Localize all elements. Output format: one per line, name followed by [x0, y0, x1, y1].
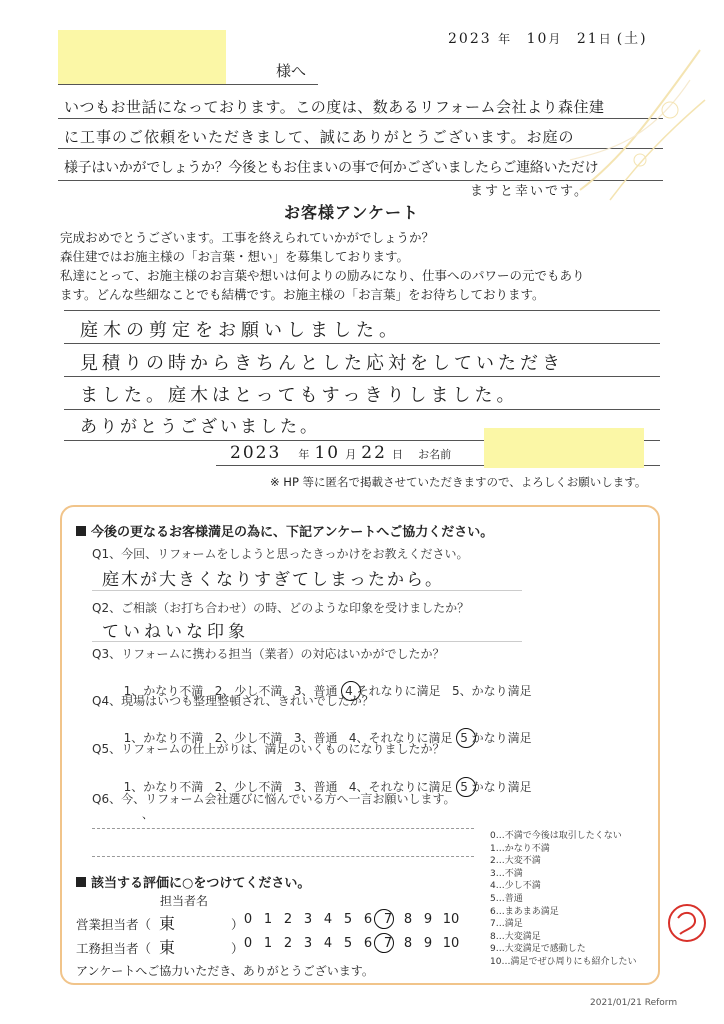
sales-score-6[interactable]: 6 — [363, 912, 373, 927]
recipient-underline — [58, 84, 318, 85]
sales-score-1[interactable]: 1 — [263, 912, 273, 927]
works-score-4[interactable]: 4 — [323, 936, 333, 951]
q2-text: Q2、ご相談（お打ち合わせ）の時、どのような印象を受けましたか？ — [92, 601, 470, 615]
letter-date: 2023 年 10月 21日 (土) — [448, 31, 648, 47]
comment-line-3: ました。庭木はとってもすっきりしました。 — [80, 385, 519, 406]
sales-score-0[interactable]: 0 — [243, 912, 253, 927]
q3-options: 1、かなり不満 2、少し不満 3、普通 4 それなりに満足 5、かなり満足 — [123, 684, 532, 698]
q1-answer: 庭木が大きくなりすぎてしまったから。 — [102, 570, 444, 590]
sales-score-9[interactable]: 9 — [423, 912, 433, 927]
q5-selected-circle: 5 — [460, 780, 468, 794]
letter-line-1: いつもお世話になっております。この度は、数あるリフォーム会社より森住建 — [64, 98, 605, 116]
sales-score-5[interactable]: 5 — [343, 912, 353, 927]
q6-answer: 、 — [142, 808, 155, 821]
q5-options: 1、かなり不満 2、少し不満 3、普通 4、それなりに満足 5 かなり満足 — [123, 780, 532, 794]
bullet-icon — [76, 526, 86, 536]
works-score-8[interactable]: 8 — [403, 936, 413, 951]
works-score-0[interactable]: 0 — [243, 936, 253, 951]
q4-options: 1、かなり不満 2、少し不満 3、普通 4、それなりに満足 5 かなり満足 — [123, 731, 532, 745]
intro-text — [60, 228, 585, 304]
sales-score-8[interactable]: 8 — [403, 912, 413, 927]
q3-text: Q3、リフォームに携わる担当（業者）の対応はいかがでしたか？ — [92, 647, 445, 661]
comment-rule-0 — [64, 310, 660, 311]
intro-line-1: 完成おめでとうございます。工事を終えられていかがでしょうか？ — [60, 230, 435, 245]
works-row: 工務担当者（ 東 ） — [76, 938, 244, 957]
recipient-name-redaction — [58, 30, 226, 84]
q4-text: Q4、現場はいつも整理整頓され、きれいでしたか？ — [92, 694, 374, 708]
q3-selected-circle: 4 — [345, 684, 353, 698]
footer-code: 2021/01/21 Reform — [590, 998, 678, 1008]
comment-line-2: 見積りの時からきちんとした応対をしていただき — [80, 353, 564, 374]
works-score-1[interactable]: 1 — [263, 936, 273, 951]
q6-rule-1 — [92, 828, 474, 829]
letter-line-3: 様子はいかがでしょうか？今後ともお住まいの事で何かございましたらご連絡いただけ — [64, 160, 599, 176]
intro-line-2: 森住建ではお施主様の「お言葉・想い」を募集しております。 — [60, 249, 410, 264]
privacy-note: ※ HP 等に匿名で掲載させていただきますので、よろしくお願いします。 — [270, 475, 647, 489]
q2-rule — [92, 641, 522, 642]
works-scale — [238, 936, 464, 951]
rating-header: 該当する評価に○をつけてください。 — [76, 872, 310, 891]
sales-score-10[interactable]: 10 — [442, 912, 460, 927]
q5-text: Q5、リフォームの仕上がりは、満足のいくものになりましたか？ — [92, 742, 445, 756]
rating-legend: 0…不満で今後は取引したくない 1…かなり不満 2…大変不満 3…不満 4…少し不満 5…普通 6…まあまあ満足 7…満足 8…大変満足 9…大変満足で感動した 10…満足でぜひ周りにも紹介したい — [490, 831, 637, 967]
q4-selected-circle: 5 — [460, 731, 468, 745]
stamp-seal — [664, 900, 710, 946]
sales-score-4[interactable]: 4 — [323, 912, 333, 927]
decorative-sketch — [560, 40, 710, 210]
comment-rule-2 — [64, 376, 660, 377]
signature-date: 2023 年 10 月 22 日 お名前 — [230, 443, 452, 463]
q6-text: Q6、今、リフォーム会社選びに悩んでいる方へ一言お願いします。 — [92, 792, 456, 806]
staff-name-label: 担当者名 — [160, 894, 209, 908]
comment-line-1: 庭木の剪定をお願いしました。 — [80, 320, 402, 341]
bullet-icon — [76, 877, 86, 887]
survey-title: お客様アンケート — [284, 203, 420, 222]
q6-rule-2 — [92, 856, 474, 857]
q1-text: Q1、今回、リフォームをしようと思ったきっかけをお教えください。 — [92, 547, 469, 561]
works-score-6[interactable]: 6 — [363, 936, 373, 951]
works-score-5[interactable]: 5 — [343, 936, 353, 951]
works-score-7[interactable]: 7 — [378, 936, 398, 951]
comment-rule-3 — [64, 409, 660, 410]
q2-answer: ていねいな印象 — [102, 622, 249, 642]
sales-row: 営業担当者（ 東 ） — [76, 914, 244, 933]
works-score-3[interactable]: 3 — [303, 936, 313, 951]
works-score-9[interactable]: 9 — [423, 936, 433, 951]
sales-score-3[interactable]: 3 — [303, 912, 313, 927]
signature-name-redaction — [484, 428, 644, 468]
questions-header: 今後の更なるお客様満足の為に、下記アンケートへご協力ください。 — [76, 521, 493, 540]
thanks-text: アンケートへご協力いただき、ありがとうございます。 — [76, 964, 374, 978]
works-score-2[interactable]: 2 — [283, 936, 293, 951]
sales-score-2[interactable]: 2 — [283, 912, 293, 927]
letter-line-4: ますと幸いです。 — [470, 184, 589, 199]
comment-line-4: ありがとうございました。 — [80, 417, 320, 437]
honorific: 様へ — [276, 62, 307, 80]
intro-line-4: ます。どんな些細なことでも結構です。お施主様の「お言葉」をお待ちしております。 — [60, 287, 545, 302]
letter-line-2: に工事のご依頼をいただきまして、誠にありがとうございます。お庭の — [64, 128, 575, 146]
sales-score-7[interactable]: 7 — [378, 912, 398, 927]
sales-scale — [238, 912, 464, 927]
comment-rule-1 — [64, 343, 660, 344]
q1-rule — [92, 590, 522, 591]
works-score-10[interactable]: 10 — [442, 936, 460, 951]
intro-line-3: 私達にとって、お施主様のお言葉や想いは何よりの励みになり、仕事へのパワーの元でもあり — [60, 268, 585, 283]
